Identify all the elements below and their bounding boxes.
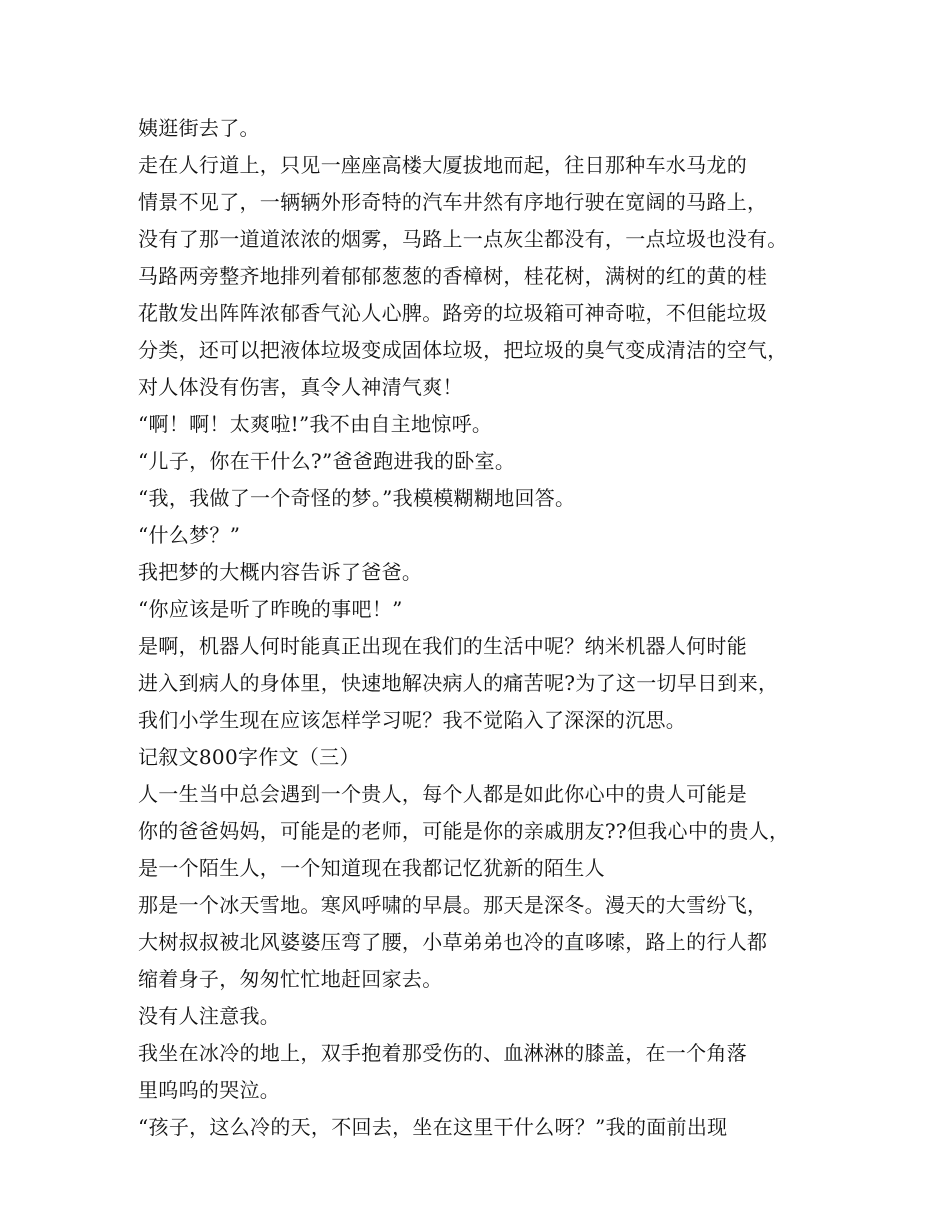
text-line: 大树叔叔被北风婆婆压弯了腰，小草弟弟也冷的直哆嗦，路上的行人都	[138, 930, 768, 954]
text-line: 姨逛街去了。	[138, 116, 260, 140]
text-line: “孩子，这么冷的天，不回去，坐在这里干什么呀？”我的面前出现	[138, 1115, 728, 1139]
text-line: 进入到病人的身体里，快速地解决病人的痛苦呢?为了这一切早日到来，	[138, 671, 779, 695]
text-line: “啊！啊！太爽啦!”我不由自主地惊呼。	[138, 412, 493, 436]
text-line: 我把梦的大概内容告诉了爸爸。	[138, 560, 423, 584]
text-line: 分类，还可以把液体垃圾变成固体垃圾，把垃圾的臭气变成清洁的空气，	[138, 338, 788, 362]
text-line: “儿子，你在干什么?”爸爸跑进我的卧室。	[138, 449, 516, 473]
text-line: 你的爸爸妈妈，可能是的老师，可能是你的亲戚朋友??但我心中的贵人，	[138, 819, 790, 843]
text-line: 没有了那一道道浓浓的烟雾，马路上一点灰尘都没有，一点垃圾也没有。	[138, 227, 788, 251]
section-heading: 记叙文800字作文（三）	[138, 745, 360, 769]
text-line: 是啊，机器人何时能真正出现在我们的生活中呢？纳米机器人何时能	[138, 634, 747, 658]
text-line: “你应该是听了昨晚的事吧！”	[138, 597, 403, 621]
text-line: 我坐在冰冷的地上，双手抱着那受伤的、血淋淋的膝盖，在一个角落	[138, 1041, 747, 1065]
text-line: 马路两旁整齐地排列着郁郁葱葱的香樟树，桂花树，满树的红的黄的桂	[138, 264, 768, 288]
text-line: 是一个陌生人，一个知道现在我都记忆犹新的陌生人	[138, 856, 605, 880]
text-line: 我们小学生现在应该怎样学习呢？我不觉陷入了深深的沉思。	[138, 708, 687, 732]
text-line: 情景不见了，一辆辆外形奇特的汽车井然有序地行驶在宽阔的马路上，	[138, 190, 768, 214]
text-line: 那是一个冰天雪地。寒风呼啸的早晨。那天是深冬。漫天的大雪纷飞，	[138, 893, 768, 917]
text-line: 走在人行道上，只见一座座高楼大厦拔地而起，往日那种车水马龙的	[138, 153, 747, 177]
text-line: 人一生当中总会遇到一个贵人，每个人都是如此你心中的贵人可能是	[138, 782, 747, 806]
text-line: 里呜呜的哭泣。	[138, 1078, 281, 1102]
text-line: 对人体没有伤害，真令人神清气爽！	[138, 375, 463, 399]
text-line: 花散发出阵阵浓郁香气沁人心脾。路旁的垃圾箱可神奇啦，不但能垃圾	[138, 301, 768, 325]
text-line: “我，我做了一个奇怪的梦。”我模模糊糊地回答。	[138, 486, 576, 510]
text-line: 缩着身子，匆匆忙忙地赶回家去。	[138, 967, 443, 991]
text-line: 没有人注意我。	[138, 1004, 281, 1028]
text-line: “什么梦？”	[138, 523, 241, 547]
